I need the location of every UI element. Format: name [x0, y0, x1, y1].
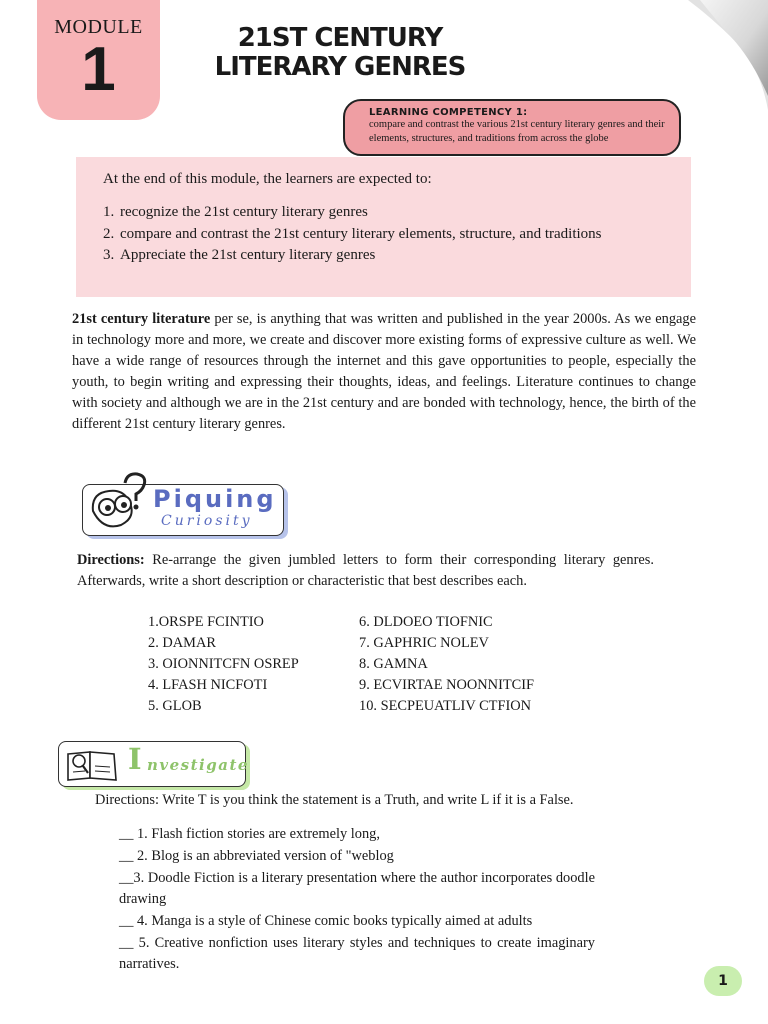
objective-item: 2. compare and contrast the 21st century literary elements, structure, and traditions: [118, 224, 691, 246]
piquing-word: Piquing: [153, 485, 277, 513]
jumble-item: 6. DLDOEO TIOFNIC: [359, 614, 493, 630]
jumble-item: 5. GLOB: [148, 698, 202, 714]
statement-item: __ 1. Flash fiction stories are extremely long,: [119, 826, 380, 842]
page-curl-icon: [648, 0, 768, 110]
module-number: 1: [81, 35, 116, 104]
statement-item: __ 5. Creative nonfiction uses literary styles and techniques to create imaginary narratives.: [119, 935, 595, 972]
page-number: 1: [704, 966, 742, 996]
jumble-item: 4. LFASH NICFOTI: [148, 677, 268, 693]
learning-competency: [343, 99, 681, 156]
book-magnifier-icon: [65, 746, 119, 782]
objectives-list: [103, 202, 691, 267]
true-false-list: [119, 824, 595, 975]
directions-label: Directions:: [77, 552, 145, 568]
objective-item: 1. recognize the 21st century literary genres: [118, 202, 691, 224]
curiosity-word: Curiosity: [161, 513, 253, 529]
true-false-directions: Directions: Write T is you think the statement is a Truth, and write L if it is a False.: [95, 792, 574, 808]
module-label: MODULE: [54, 16, 143, 38]
statement-item: __ 2. Blog is an abbreviated version of "weblog: [119, 848, 394, 864]
intro-text: per se, is anything that was written and published in the year 2000s. As we engage in technology more and more, we create and discover more existing forms of expressive culture as well. We have a wide range of resources through the internet and this gave opportunities to people, especially the youth, to begin writing and expressing their thoughts, ideas, and feelings. Literature continues to change with society and although we are in the 21st century and are bonded with technology, hence, the birth of the different 21st century literary genres.: [72, 311, 697, 432]
statement-item: __3. Doodle Fiction is a literary presentation where the author incorporates doodle drawing: [119, 870, 595, 907]
investigate-badge: [58, 741, 249, 787]
investigate-initial: I: [128, 742, 142, 776]
intro-paragraph: [72, 309, 696, 435]
jumble-list-left: [148, 612, 368, 717]
intro-term: 21st century literature: [72, 311, 211, 327]
title-line-1: 21ST CENTURY: [237, 23, 443, 53]
jumble-item: 2. DAMAR: [148, 635, 216, 651]
investigate-word: nvestigate: [147, 756, 249, 774]
jumble-item: 8. GAMNA: [359, 656, 428, 672]
objectives-box: [76, 157, 691, 297]
jumble-item: 3. OIONNITCFN OSREP: [148, 656, 299, 672]
piquing-curiosity-badge: [82, 484, 284, 536]
module-tab: [37, 0, 160, 120]
jumble-directions: [77, 550, 654, 591]
statement-item: __ 4. Manga is a style of Chinese comic books typically aimed at adults: [119, 913, 533, 929]
page-title: [200, 24, 480, 82]
objective-item: 3. Appreciate the 21st century literary genres: [118, 245, 691, 267]
jumble-item: 9. ECVIRTAE NOONNITCIF: [359, 677, 535, 693]
title-line-2: LITERARY GENRES: [214, 52, 466, 82]
competency-text: compare and contrast the various 21st century literary genres and their elements, structures, and traditions from across the globe: [369, 119, 665, 144]
jumble-item: 10. SECPEUATLIV CTFION: [359, 698, 532, 714]
jumble-list-right: [359, 612, 579, 717]
jumble-item: 1.ORSPE FCINTIO: [148, 614, 264, 630]
objectives-intro: At the end of this module, the learners are expected to:: [103, 171, 432, 187]
competency-heading: LEARNING COMPETENCY 1:: [369, 107, 528, 118]
directions-text: Re-arrange the given jumbled letters to form their corresponding literary genres. Afterwards, write a short description or characteristic that best describes each.: [77, 552, 654, 589]
thinking-face-icon: [87, 471, 151, 531]
jumble-item: 7. GAPHRIC NOLEV: [359, 635, 489, 651]
